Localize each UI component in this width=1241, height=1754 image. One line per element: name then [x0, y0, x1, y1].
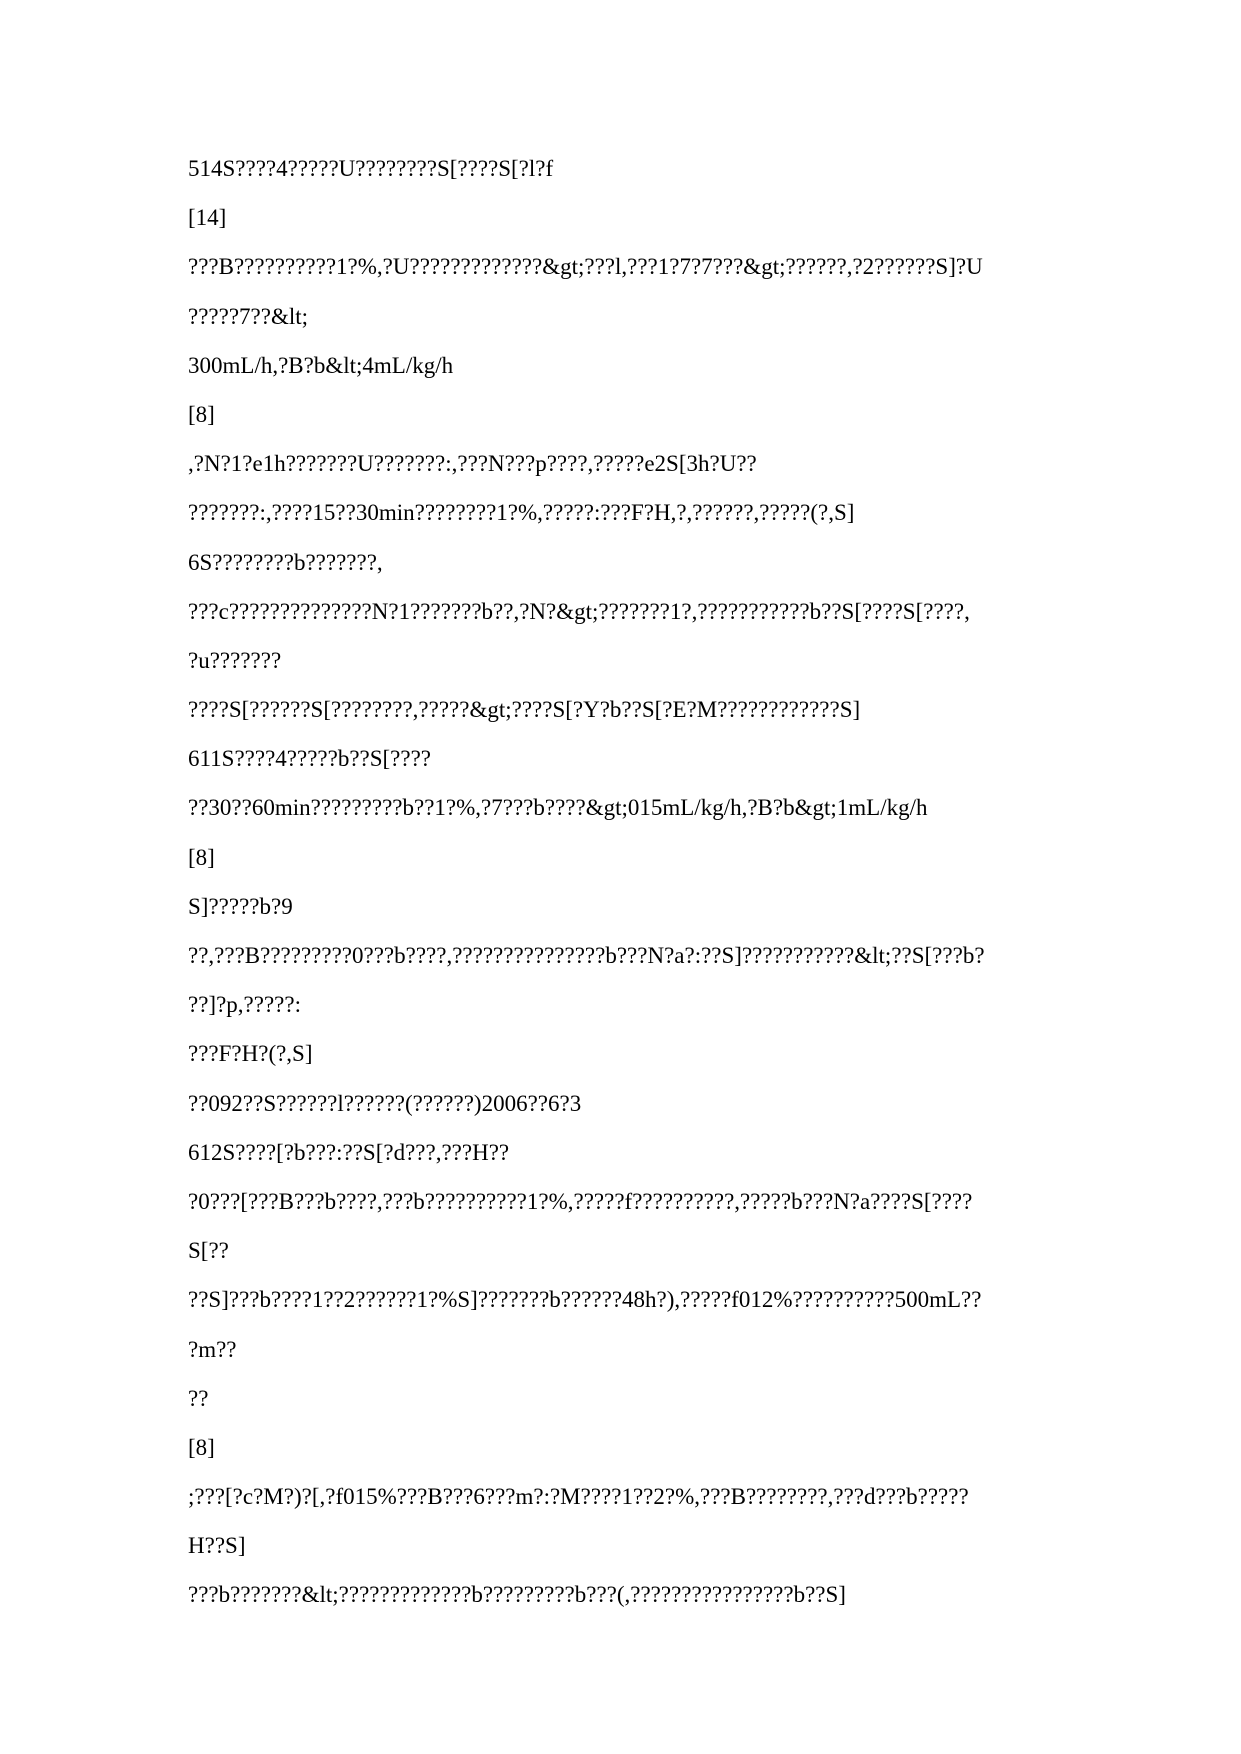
- text-line: ??]?p,?????:: [188, 993, 301, 1018]
- text-line: ???b???????&lt;?????????????b?????????b???(,????????????????b??S]: [188, 1583, 846, 1608]
- text-line: ???c??????????????N?1???????b??,?N?&gt;???????1?,???????????b??S[????S[????,: [188, 599, 970, 624]
- text-line: [8]: [188, 1435, 215, 1460]
- text-line: [14]: [188, 206, 227, 231]
- text-line: ;???[?c?M?)?[,?f015%???B???6???m?:?M????1??2?%,???B????????,???d???b?????: [188, 1485, 969, 1510]
- text-line: 612S????[?b???:??S[?d???,???H??: [188, 1140, 510, 1165]
- text-line: ?m??: [188, 1337, 237, 1362]
- text-line: 6S????????b???????,: [188, 550, 383, 575]
- text-line: ,?N?1?e1h???????U???????:,???N???p????,?????e2S[3h?U??: [188, 452, 757, 477]
- text-line: S[??: [188, 1239, 229, 1264]
- text-line: ???B??????????1?%,?U?????????????&gt;???l,???1?7?7???&gt;??????,?2??????S]?U: [188, 255, 983, 280]
- text-line: [8]: [188, 845, 215, 870]
- text-line: ?????7??&lt;: [188, 304, 309, 329]
- text-line: S]?????b?9: [188, 894, 293, 919]
- text-line: 514S????4?????U????????S[????S[?l?f: [188, 157, 554, 181]
- text-line: ??092??S??????l??????(??????)2006??6?3: [188, 1091, 582, 1116]
- text-line: 300mL/h,?B?b&lt;4mL/kg/h: [188, 353, 454, 378]
- text-line: ??30??60min?????????b??1?%,?7???b????&gt;015mL/kg/h,?B?b&gt;1mL/kg/h: [188, 796, 928, 821]
- text-line: [8]: [188, 402, 215, 427]
- text-body: [188, 157, 1068, 1633]
- text-line: H??S]: [188, 1534, 246, 1559]
- text-line: ??S]???b????1??2??????1?%S]???????b??????48h?),?????f012%??????????500mL??: [188, 1288, 982, 1313]
- text-line: ?u???????: [188, 648, 282, 673]
- text-line: ?0???[???B???b????,???b??????????1?%,?????f??????????,?????b???N?a????S[????: [188, 1189, 973, 1214]
- text-line: ????S[??????S[????????,?????&gt;????S[?Y?b??S[?E?M????????????S]: [188, 698, 861, 723]
- text-line: 611S????4?????b??S[????: [188, 747, 432, 772]
- text-line: ??: [188, 1386, 209, 1411]
- text-line: ??,???B?????????0???b????,???????????????b???N?a?:??S]???????????&lt;??S[???b?: [188, 944, 985, 968]
- text-line: ???F?H?(?,S]: [188, 1042, 313, 1067]
- text-line: ???????:,????15??30min????????1?%,?????:???F?H,?,??????,?????(?,S]: [188, 501, 855, 526]
